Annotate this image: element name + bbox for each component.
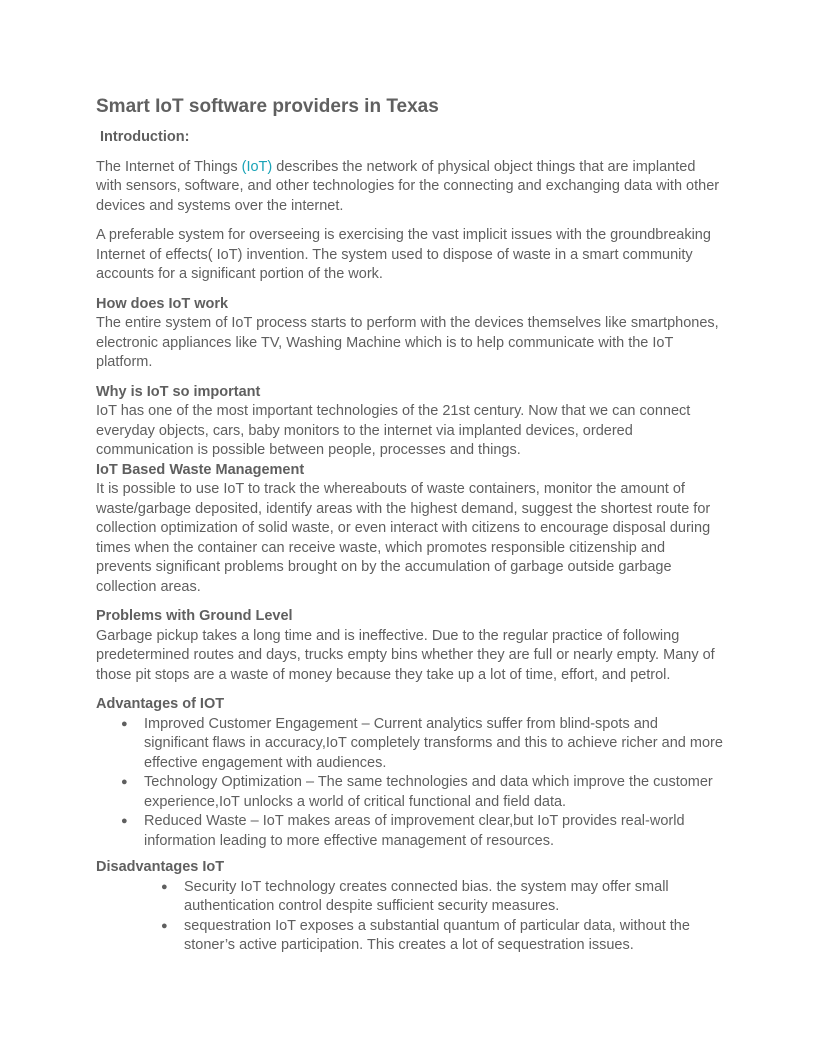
bullet-icon: ● [121, 717, 128, 730]
advantage-text: Reduced Waste – IoT makes areas of improvement clear,but IoT provides real-world information leading to more effective management of resources. [144, 813, 685, 849]
disadvantage-text: Security IoT technology creates connected bias. the system may offer small authentication control despite sufficient security measures. [184, 878, 669, 914]
why-iot-important-body: IoT has one of the most important technologies of the 21st century. Now that we can connect everyday objects, cars, baby monitors to the internet via implanted devices, ordered communication is possible between people, processes and things. [96, 403, 691, 458]
how-iot-works-body: The entire system of IoT process starts to perform with the devices themselves like smartphones, electronic appliances like TV, Washing Machine which is to help communicate with the IoT platform. [96, 315, 719, 370]
introduction-paragraph-1 [96, 158, 724, 217]
introduction-paragraph-2: A preferable system for overseeing is exercising the vast implicit issues with the groundbreaking Internet of effects( IoT) invention. The system used to dispose of waste in a smart community accounts for a significant portion of the work. [96, 227, 711, 282]
disadvantage-text: sequestration IoT exposes a substantial quantum of particular data, without the stoner’s active participation. This creates a lot of sequestration issues. [184, 917, 690, 953]
advantage-text: Improved Customer Engagement – Current analytics suffer from blind-spots and significant flaws in accuracy,IoT completely transforms and this to achieve richer and more effective engagement with audiences. [144, 715, 723, 771]
how-iot-works-heading: How does IoT work [96, 295, 229, 312]
advantages-heading: Advantages of IOT [96, 696, 225, 712]
list-item [121, 812, 724, 851]
introduction-heading: Introduction: [100, 129, 190, 145]
list-item [161, 917, 724, 956]
list-item [161, 878, 724, 917]
disadvantages-list [161, 878, 724, 956]
iot-link[interactable]: (IoT) [241, 158, 273, 175]
why-iot-important-heading: Why is IoT so important [96, 383, 261, 400]
document-page [96, 94, 724, 956]
ground-level-body: Garbage pickup takes a long time and is ineffective. Due to the regular practice of following predetermined routes and days, trucks empty bins whether they are full or nearly empty. Many of those pit stops are a waste of money because they take up a lot of time, effort, and petrol. [96, 627, 715, 683]
bullet-icon: ● [161, 880, 168, 893]
list-item [121, 715, 724, 774]
bullet-icon: ● [121, 776, 128, 788]
waste-management-body: It is possible to use IoT to track the whereabouts of waste containers, monitor the amount of waste/garbage deposited, identify areas with the highest demand, suggest the shortest route for collection optimization of solid waste, or even interact with citizens to encourage disposal during times when the container can receive waste, which promotes responsible citizenship and prevents significant problems brought on by the accumulation of garbage outside garbage collection areas. [96, 481, 711, 595]
ground-level-heading: Problems with Ground Level [96, 608, 293, 624]
introduction-text-start: The Internet of Things [96, 158, 242, 175]
bullet-icon: ● [161, 919, 168, 932]
advantage-text: Technology Optimization – The same technologies and data which improve the customer experience,IoT unlocks a world of critical functional and field data. [144, 774, 713, 810]
waste-management-heading: IoT Based Waste Management [96, 461, 305, 478]
introduction-text-end: describes the network of physical object things that are implanted with sensors, software, and other technologies for the connecting and exchanging data with other devices and systems over the internet. [96, 158, 720, 214]
disadvantages-heading: Disadvantages IoT [96, 859, 225, 875]
advantages-list [121, 715, 724, 852]
bullet-icon: ● [121, 815, 128, 827]
list-item [121, 773, 724, 812]
page-title: Smart IoT software providers in Texas [96, 96, 439, 117]
